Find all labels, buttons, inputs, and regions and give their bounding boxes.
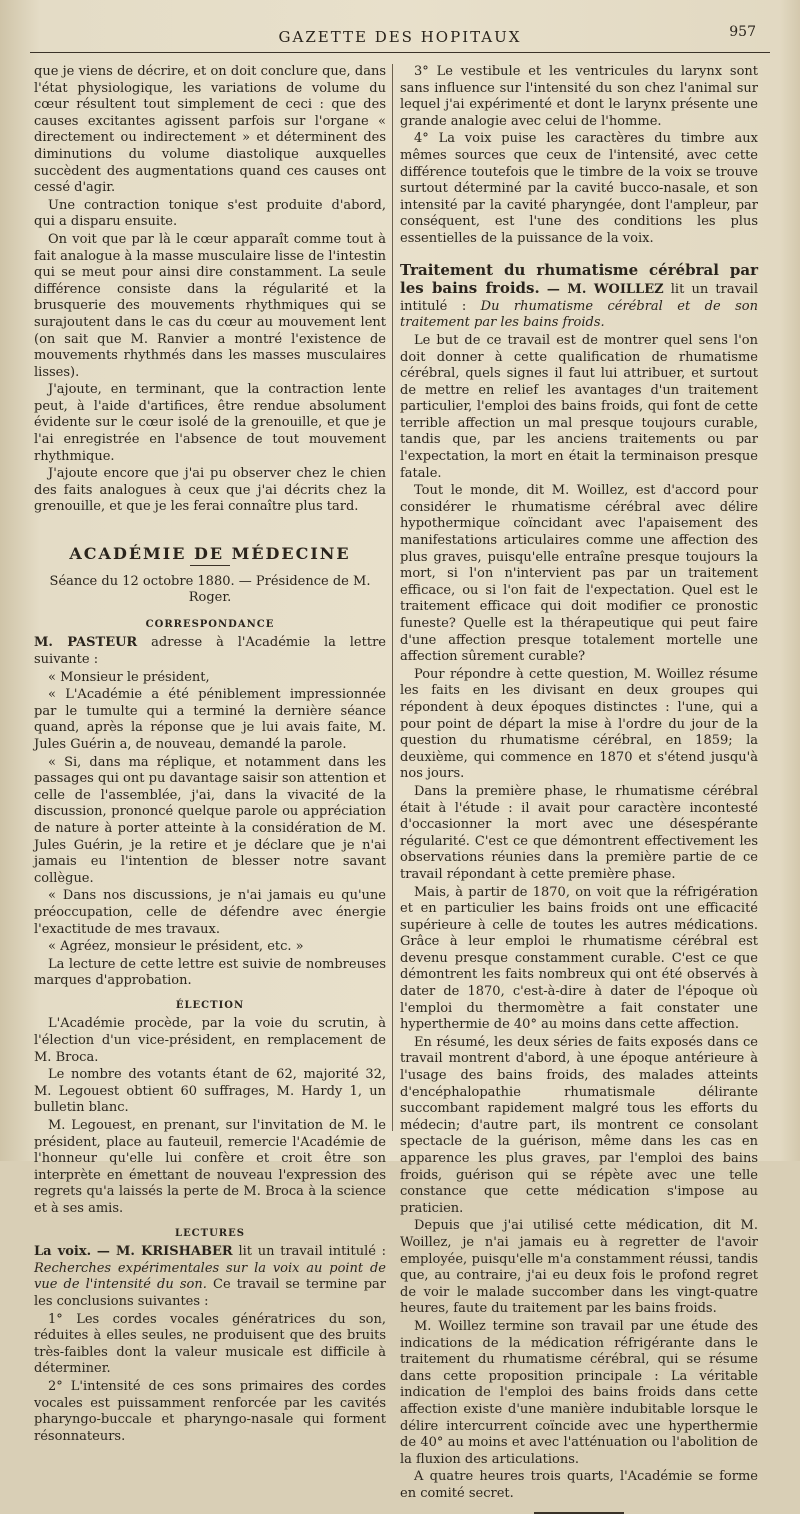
paragraph: Pour répondre à cette question, M. Woillez résume les faits en les divisant en deux groupes qui répondent à deux époques distinctes : l'une, qui a pour point de départ la mise à l'ordre du jour de la question du rhumatisme cérébral, en 1859; la deuxième, qui commence en 1870 et s'étend jusqu'à nos jours. — [400, 666, 758, 782]
paragraph: que je viens de décrire, et on doit conclure que, dans l'état physiologique, les variations de volume du cœur résultent tout simplement de ceci : que des causes excitantes agissent parfois sur l'organe « directement ou indirectement » et déterminent des diminutions du volume diastolique auxquelles succèdent des augmentations quand ces causes ont cessé d'agir. — [34, 64, 386, 196]
paragraph: M. Legouest, en prenant, sur l'invitation de M. le président, place au fauteuil, remercie l'Académie de l'honneur qu'elle lui confère et croit être son interprète en émettant de nouveau l'expression des regrets qu'a laissés la perte de M. Broca à la science et à ses amis. — [34, 1118, 386, 1216]
author-name: M. PASTEUR — [34, 635, 138, 651]
paragraph: « L'Académie a été péniblement impressionnée par le tumulte qui a terminé la dernière séance quand, après la réponse que je lui avais faite, M. Jules Guérin a, de nouveau, demandé la parole. — [34, 687, 386, 752]
paragraph: « Agréez, monsieur le président, etc. » — [48, 939, 304, 955]
paragraph: Le nombre des votants étant de 62, majorité 32, M. Legouest obtient 60 suffrages, M. Hardy 1, un bulletin blanc. — [34, 1067, 386, 1116]
paragraph: Dans la première phase, le rhumatisme cérébral était à l'étude : il avait pour caractère incontesté d'occasionner la mort avec une désespérante régularité. C'est ce que démontrent effectivement les observations réunies dans la première partie de ce travail répondant à cette première phase. — [400, 783, 758, 882]
paragraph: L'Académie procède, par la voie du scrutin, à l'élection d'un vice-président, en remplacement de M. Broca. — [34, 1016, 386, 1065]
text-run: lit un travail intitulé : — [400, 282, 758, 314]
paragraph: 3° Le vestibule et les ventricules du larynx sont sans influence sur l'intensité du son chez l'animal sur lequel j'ai expérimenté et dont le larynx présente une grande analogie avec celui de l'homme. — [400, 64, 758, 129]
paragraph: On voit que par là le cœur apparaît comme tout à fait analogue à la masse musculaire lisse de l'intestin qui se meut pour ainsi dire constamment. La seule différence consiste dans la régularité et la brusquerie des mouvements rhythmiques qui se surajoutent dans le cas du cœur au mouvement lent (on sait que M. Ranvier a montré l'existence de mouvements rhythmés dans les masses musculaires lisses). — [34, 231, 386, 380]
article-title: La voix. — [34, 1244, 92, 1260]
journal-title: GAZETTE DES HOPITAUX — [278, 28, 522, 46]
paragraph: « Monsieur le président, — [48, 669, 210, 685]
author-name: — M. KRISHABER — [96, 1244, 233, 1260]
text-run: Ce travail se termine par les conclusions suivantes : — [34, 1277, 387, 1309]
header-rule — [30, 52, 770, 53]
text-run: adresse à l'Académie la lettre suivante : — [34, 635, 386, 667]
paragraph: J'ajoute encore que j'ai pu observer chez le chien des faits analogues à ceux que j'ai décrits chez la grenouille, et que je les ferai connaître plus tard. — [34, 466, 386, 515]
section-heading-academie: ACADÉMIE DE MÉDECINE — [69, 544, 351, 564]
paragraph: A quatre heures trois quarts, l'Académie se forme en comité secret. — [400, 1469, 758, 1501]
paragraph: En résumé, les deux séries de faits exposés dans ce travail montrent d'abord, à une époque antérieure à l'usage des bains froids, des malades atteints d'encéphalopathie rhumatismale délirante succombant rapidement malgré tous les efforts du médecin; d'autre part, ils montrent ce consolant spectacle de la guérison, même dans les cas en apparence les plus graves, par l'emploi des bains froids, guérison qui se répète avec une telle constance que cette médication s'impose au praticien. — [400, 1034, 758, 1216]
paragraph: Une contraction tonique s'est produite d'abord, qui a disparu ensuite. — [34, 197, 386, 230]
paragraph: J'ajoute, en terminant, que la contraction lente peut, à l'aide d'artifices, être rendue absolument évidente sur le cœur isolé de la grenouille, et que je l'ai enregistrée en l'absence de tout mouvement rhythmique. — [34, 382, 386, 464]
paragraph — [34, 1244, 386, 1310]
text-run: lit un travail intitulé : — [238, 1244, 387, 1260]
separator-rule — [190, 565, 230, 566]
paragraph: La lecture de cette lettre est suivie de nombreuses marques d'approbation. — [34, 956, 386, 989]
work-title: Recherches expérimentales sur la voix au point de vue de l'intensité du son. — [34, 1260, 386, 1293]
subheading-correspondance: CORRESPONDANCE — [145, 618, 275, 630]
author-name: — M. WOILLEZ — [546, 282, 664, 298]
paragraph: Mais, à partir de 1870, on voit que la réfrigération et en particulier les bains froids ont une efficacité supérieure à celle de toutes les autres médications. Grâce à leur emploi le rhumatisme cérébral est devenu presque constamment curable. C'est ce que démontrent les faits nombreux qui ont été observés à dater de 1870, c'est-à-dire à dater de l'époque où l'emploi du thermomètre a fait constater une hyperthermie de 40° au moins dans cette affection. — [400, 884, 758, 1033]
article-title: Traitement du rhumatisme cérébral par les bains froids. — [400, 260, 758, 298]
paragraph: Tout le monde, dit M. Woillez, est d'accord pour considérer le rhumatisme cérébral avec délire hypothermique coïncidant avec l'apaisement des manifestations articulaires comme une affection des plus graves, puisqu'elle entraîne presque toujours la mort, si l'on n'intervient pas par un traitement efficace, ou si l'on fait de l'expectation. Quel est le traitement efficace qui doit modifier ce pronostic funeste? Quelle est la thérapeutique qui peut faire d'une affection presque totalement mortelle une affection sûrement curable? — [400, 483, 758, 665]
column-divider — [392, 64, 393, 1131]
subheading-lectures: LECTURES — [175, 1227, 245, 1239]
paragraph: « Dans nos discussions, je n'ai jamais eu qu'une préoccupation, celle de défendre avec énergie l'exactitude de mes travaux. — [34, 888, 386, 937]
paragraph: Depuis que j'ai utilisé cette médication, dit M. Woillez, je n'ai jamais eu à regretter de l'avoir employée, puisqu'elle m'a constamment réussi, tandis que, au contraire, j'ai eu deux fois le profond regret de voir le malade succomber dans les vingt-quatre heures, faute du traitement par les bains froids. — [400, 1218, 758, 1317]
paragraph: 4° La voix puise les caractères du timbre aux mêmes sources que ceux de l'intensité, avec cette différence toutefois que le timbre de la voix se trouve surtout déterminé par la cavité bucco-nasale, et son intensité par la cavité pharyngée, dont l'ampleur, par conséquent, est l'une des conditions les plus essentielles de la puissance de la voix. — [400, 131, 758, 246]
left-column — [34, 64, 387, 1444]
page-header — [30, 18, 770, 58]
paragraph — [400, 262, 758, 332]
paragraph: 1° Les cordes vocales génératrices du son, réduites à elles seules, ne produisent que des bruits très-faibles dont la valeur musicale est difficile à déterminer. — [34, 1311, 386, 1377]
work-title: Du rhumatisme cérébral et de son traitement par les bains froids. — [400, 298, 758, 331]
paragraph: M. Woillez termine son travail par une étude des indications de la médication réfrigérante dans le traitement du rhumatisme cérébral, qui se résume dans cette proposition principale : La véritable indication de l'emploi des bains froids dans cette affection existe d'une manière indubitable lorsque le délire intercurrent coïncide avec une hyperthermie de 40° au moins et avec l'atténuation ou l'abolition de la fluxion des articulations. — [400, 1318, 758, 1467]
paragraph — [34, 635, 386, 668]
session-line: Séance du 12 octobre 1880. — Présidence de M. Roger. — [49, 573, 371, 606]
paragraph: « Si, dans ma réplique, et notamment dans les passages qui ont pu davantage saisir son attention et celle de l'assemblée, j'ai, dans la vivacité de la discussion, prononcé quelque parole ou appréciation de nature à porter atteinte à la considération de M. Jules Guérin, je la retire et je déclare que je n'ai jamais eu l'intention de blesser notre savant collègue. — [34, 754, 386, 886]
paragraph: 2° L'intensité de ces sons primaires des cordes vocales est puissamment renforcée par les cavités pharyngo-buccale et pharyngo-nasale qui forment résonnateurs. — [34, 1378, 386, 1444]
subheading-election: ÉLECTION — [175, 999, 245, 1011]
page-number: 957 — [729, 24, 756, 40]
paragraph: Le but de ce travail est de montrer quel sens l'on doit donner à cette qualification de rhumatisme cérébral, quels signes il faut lui attribuer, et surtout de mettre en relief les avantages d'un traitement particulier, l'emploi des bains froids, qui font de cette terrible affection un mal presque toujours curable, tandis que, par les anciens traitements ou par l'expectation, la mort en était la terminaison presque fatale. — [400, 332, 758, 481]
right-column — [400, 64, 758, 1501]
